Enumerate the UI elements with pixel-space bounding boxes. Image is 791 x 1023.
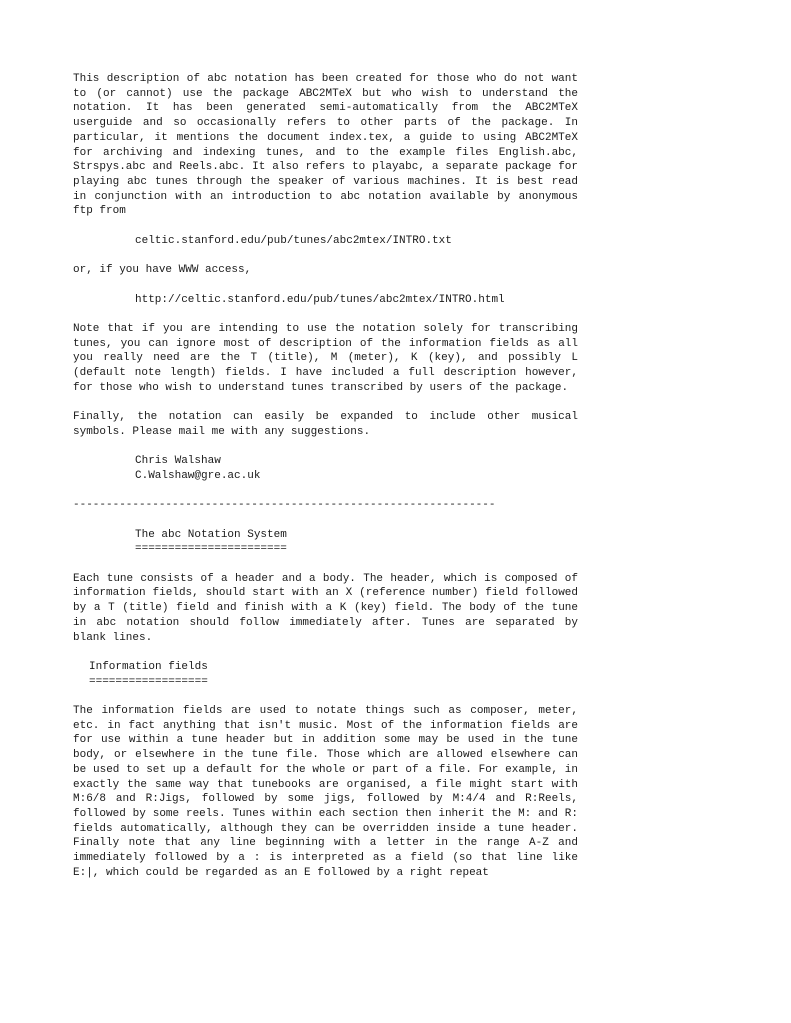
document-page <box>73 72 578 881</box>
tune-structure-paragraph: Each tune consists of a header and a body. The header, which is composed of information fields, should start with an X (reference number) field followed by a T (title) field and finish with a K (key) field. The body of the tune in abc notation should follow immediately after. Tunes are separated by blank lines. <box>73 572 578 644</box>
note-paragraph: Note that if you are intending to use the notation solely for transcribing tunes, you can ignore most of description of the information fields as all you really need are the T (title), M (meter), K (key), and possibly L (default note length) fields. I have included a full description however, for those who wish to understand tunes transcribed by users of the package. <box>73 322 578 394</box>
section-underline-information-fields: ================== <box>89 675 208 688</box>
author-name: Chris Walshaw <box>135 455 221 468</box>
intro-paragraph: This description of abc notation has been created for those who do not want to (or cannot) use the package ABC2MTeX but who wish to understand the notation. It has been generated semi-automatically from the ABC2MTeX userguide and so occasionally refers to other parts of the package. In particular, it mentions the document index.tex, a guide to using ABC2MTeX for archiving and indexing tunes, and to the example files English.abc, Strspys.abc and Reels.abc. It also refers to playabc, a separate package for playing abc tunes through the speaker of various machines. It is best read in conjunction with an introduction to abc notation available by anonymous ftp from <box>73 73 578 218</box>
section-underline-abc-notation: ======================= <box>135 543 287 556</box>
finally-paragraph: Finally, the notation can easily be expanded to include other musical symbols. Please mail me with any suggestions. <box>73 411 578 438</box>
section-title-abc-notation: The abc Notation System <box>135 528 287 541</box>
author-email: C.Walshaw@gre.ac.uk <box>135 469 261 482</box>
www-access-line: or, if you have WWW access, <box>73 264 252 277</box>
separator-rule: ---------------------------------------------------------------- <box>73 499 496 512</box>
section-title-information-fields: Information fields <box>89 660 208 673</box>
ftp-url: celtic.stanford.edu/pub/tunes/abc2mtex/INTRO.txt <box>135 234 452 247</box>
information-fields-paragraph: The information fields are used to notate things such as composer, meter, etc. in fact anything that isn't music. Most of the information fields are for use within a tune header but in addition some may be used in the tune body, or elsewhere in the tune file. Those which are allowed elsewhere can be used to set up a default for the whole or part of a file. For example, in exactly the same way that tunebooks are organised, a file might start with M:6/8 and R:Jigs, followed by some jigs, followed by M:4/4 and R:Reels, followed by some reels. Tunes within each section then inherit the M: and R: fields automatically, although they can be overridden inside a tune header. Finally note that any line beginning with a letter in the range A-Z and immediately followed by a : is interpreted as a field (so that line like E:|, which could be regarded as an E followed by a right repeat <box>73 705 578 879</box>
www-url: http://celtic.stanford.edu/pub/tunes/abc2mtex/INTRO.html <box>135 293 505 306</box>
